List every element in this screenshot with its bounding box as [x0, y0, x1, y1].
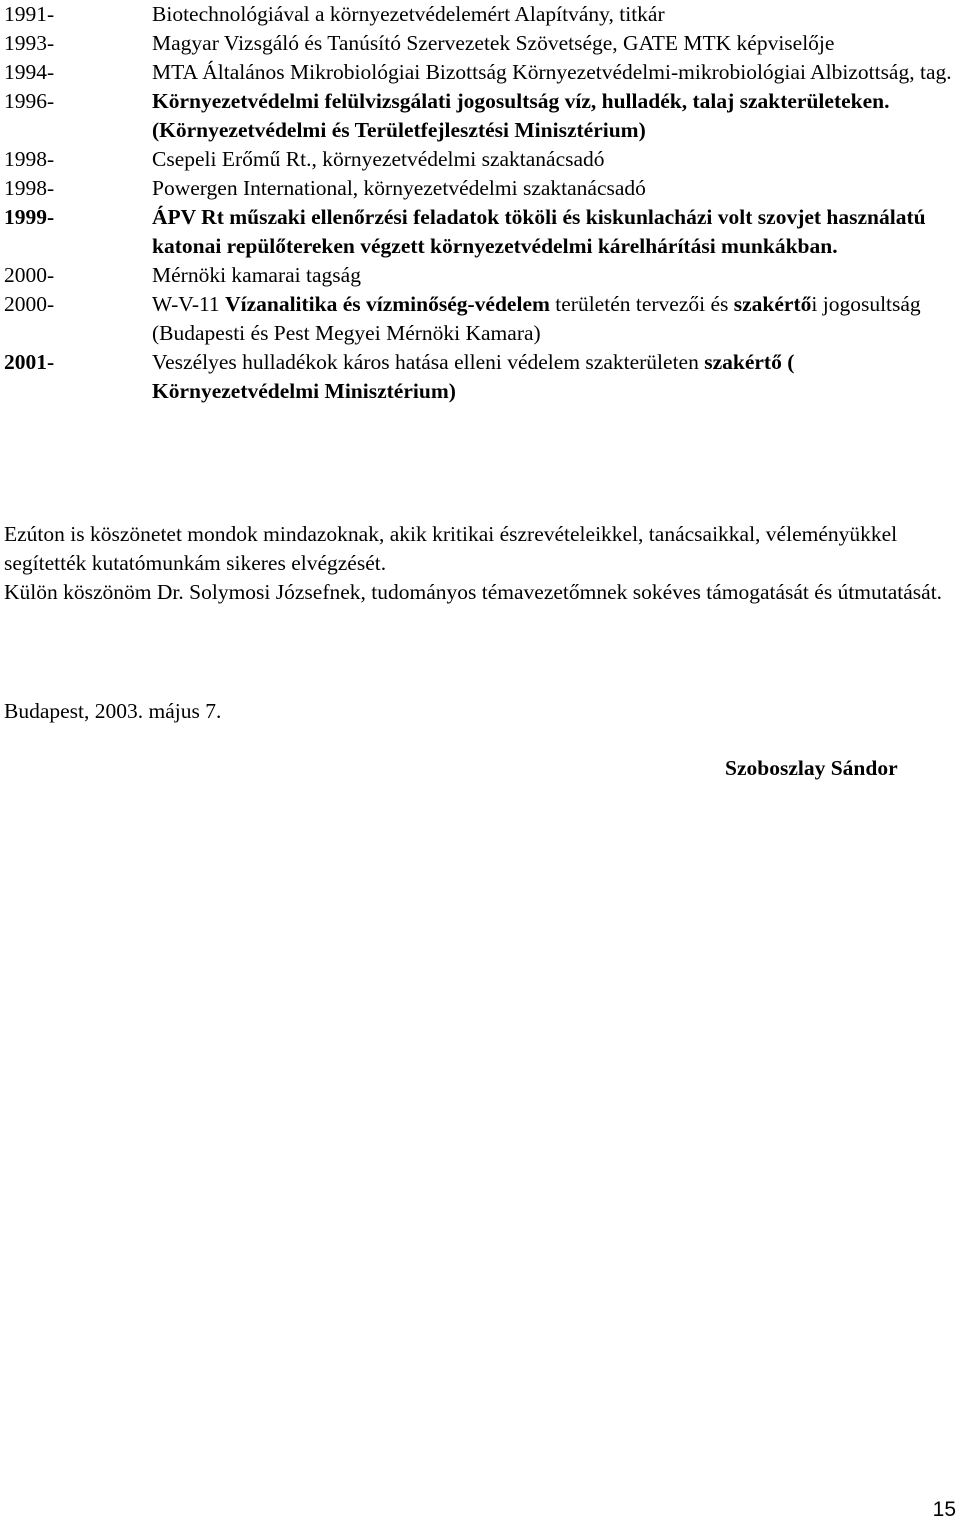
cv-entry	[4, 29, 960, 58]
entry-description-text: Biotechnológiával a környezetvédelemért Alapítvány, titkár	[152, 2, 665, 26]
entry-description	[152, 348, 958, 406]
entry-description-text: MTA Általános Mikrobiológiai Bizottság Környezetvédelmi-mikrobiológiai Albizottság, tag.	[152, 60, 952, 84]
cv-entry	[4, 87, 960, 145]
entry-year: 1999-	[4, 205, 55, 229]
entry-description-text: Magyar Vizsgáló és Tanúsító Szervezetek Szövetsége, GATE MTK képviselője	[152, 31, 835, 55]
entry-description	[152, 290, 958, 348]
entry-description	[152, 174, 958, 203]
entry-description-text: i jogosultság (Budapesti és Pest Megyei Mérnöki Kamara)	[152, 292, 921, 345]
entry-year: 1998-	[4, 147, 55, 171]
entry-description	[152, 0, 958, 29]
cv-entry	[4, 261, 960, 290]
entry-year: 1991-	[4, 2, 55, 26]
cv-entry	[4, 290, 960, 348]
entry-description	[152, 203, 958, 261]
entry-description-text: Powergen International, környezetvédelmi szaktanácsadó	[152, 176, 646, 200]
entry-description	[152, 29, 958, 58]
acknowledgement-paragraph: Ezúton is köszönetet mondok mindazoknak, akik kritikai észrevételeikkel, tanácsaikkal, véleményükkel segítették kutatómunkám sikeres elvégzését.	[4, 522, 898, 575]
thanks-paragraph: Külön köszönöm Dr. Solymosi Józsefnek, tudományos témavezetőmnek sokéves támogatását és útmutatását.	[4, 580, 943, 604]
entry-description-text: területén tervezői és	[549, 292, 734, 316]
entry-year: 1998-	[4, 176, 55, 200]
entry-year: 1996-	[4, 89, 55, 113]
cv-entries	[4, 0, 960, 406]
entry-description	[152, 58, 958, 87]
entry-description-text: Környezetvédelmi felülvizsgálati jogosultság víz, hulladék, talaj szakterületeken. (Környezetvédelmi és Területfejlesztési Minisztérium)	[152, 89, 890, 142]
cv-entry	[4, 203, 960, 261]
entry-description-text: Csepeli Erőmű Rt., környezetvédelmi szaktanácsadó	[152, 147, 605, 171]
entry-year: 2001-	[4, 350, 55, 374]
entry-year: 1993-	[4, 31, 55, 55]
date-line: Budapest, 2003. május 7.	[4, 699, 222, 723]
signature: Szoboszlay Sándor	[725, 756, 898, 780]
cv-entry	[4, 58, 960, 87]
cv-entry	[4, 348, 960, 406]
entry-description	[152, 145, 958, 174]
entry-description-text: szakértő ( Környezetvédelmi Minisztérium)	[152, 350, 795, 403]
page-number: 15	[932, 1498, 956, 1521]
entry-description-text: W-V-11	[152, 292, 226, 316]
cv-entry	[4, 145, 960, 174]
entry-year: 2000-	[4, 263, 55, 287]
entry-description-text: Mérnöki kamarai tagság	[152, 263, 361, 287]
entry-description-text: szakértő	[733, 292, 812, 316]
entry-year: 2000-	[4, 292, 55, 316]
entry-description	[152, 87, 958, 145]
entry-description-text: ÁPV Rt műszaki ellenőrzési feladatok tököli és kiskunlacházi volt szovjet használatú katonai repülőtereken végzett környezetvédelmi kárelhárítási munkákban.	[152, 205, 926, 258]
entry-description	[152, 261, 958, 290]
cv-entry	[4, 0, 960, 29]
entry-description-text: Vízanalitika és vízminőség-védelem	[225, 292, 550, 316]
cv-entry	[4, 174, 960, 203]
entry-year: 1994-	[4, 60, 55, 84]
entry-description-text: Veszélyes hulladékok káros hatása elleni védelem szakterületen	[152, 350, 705, 374]
